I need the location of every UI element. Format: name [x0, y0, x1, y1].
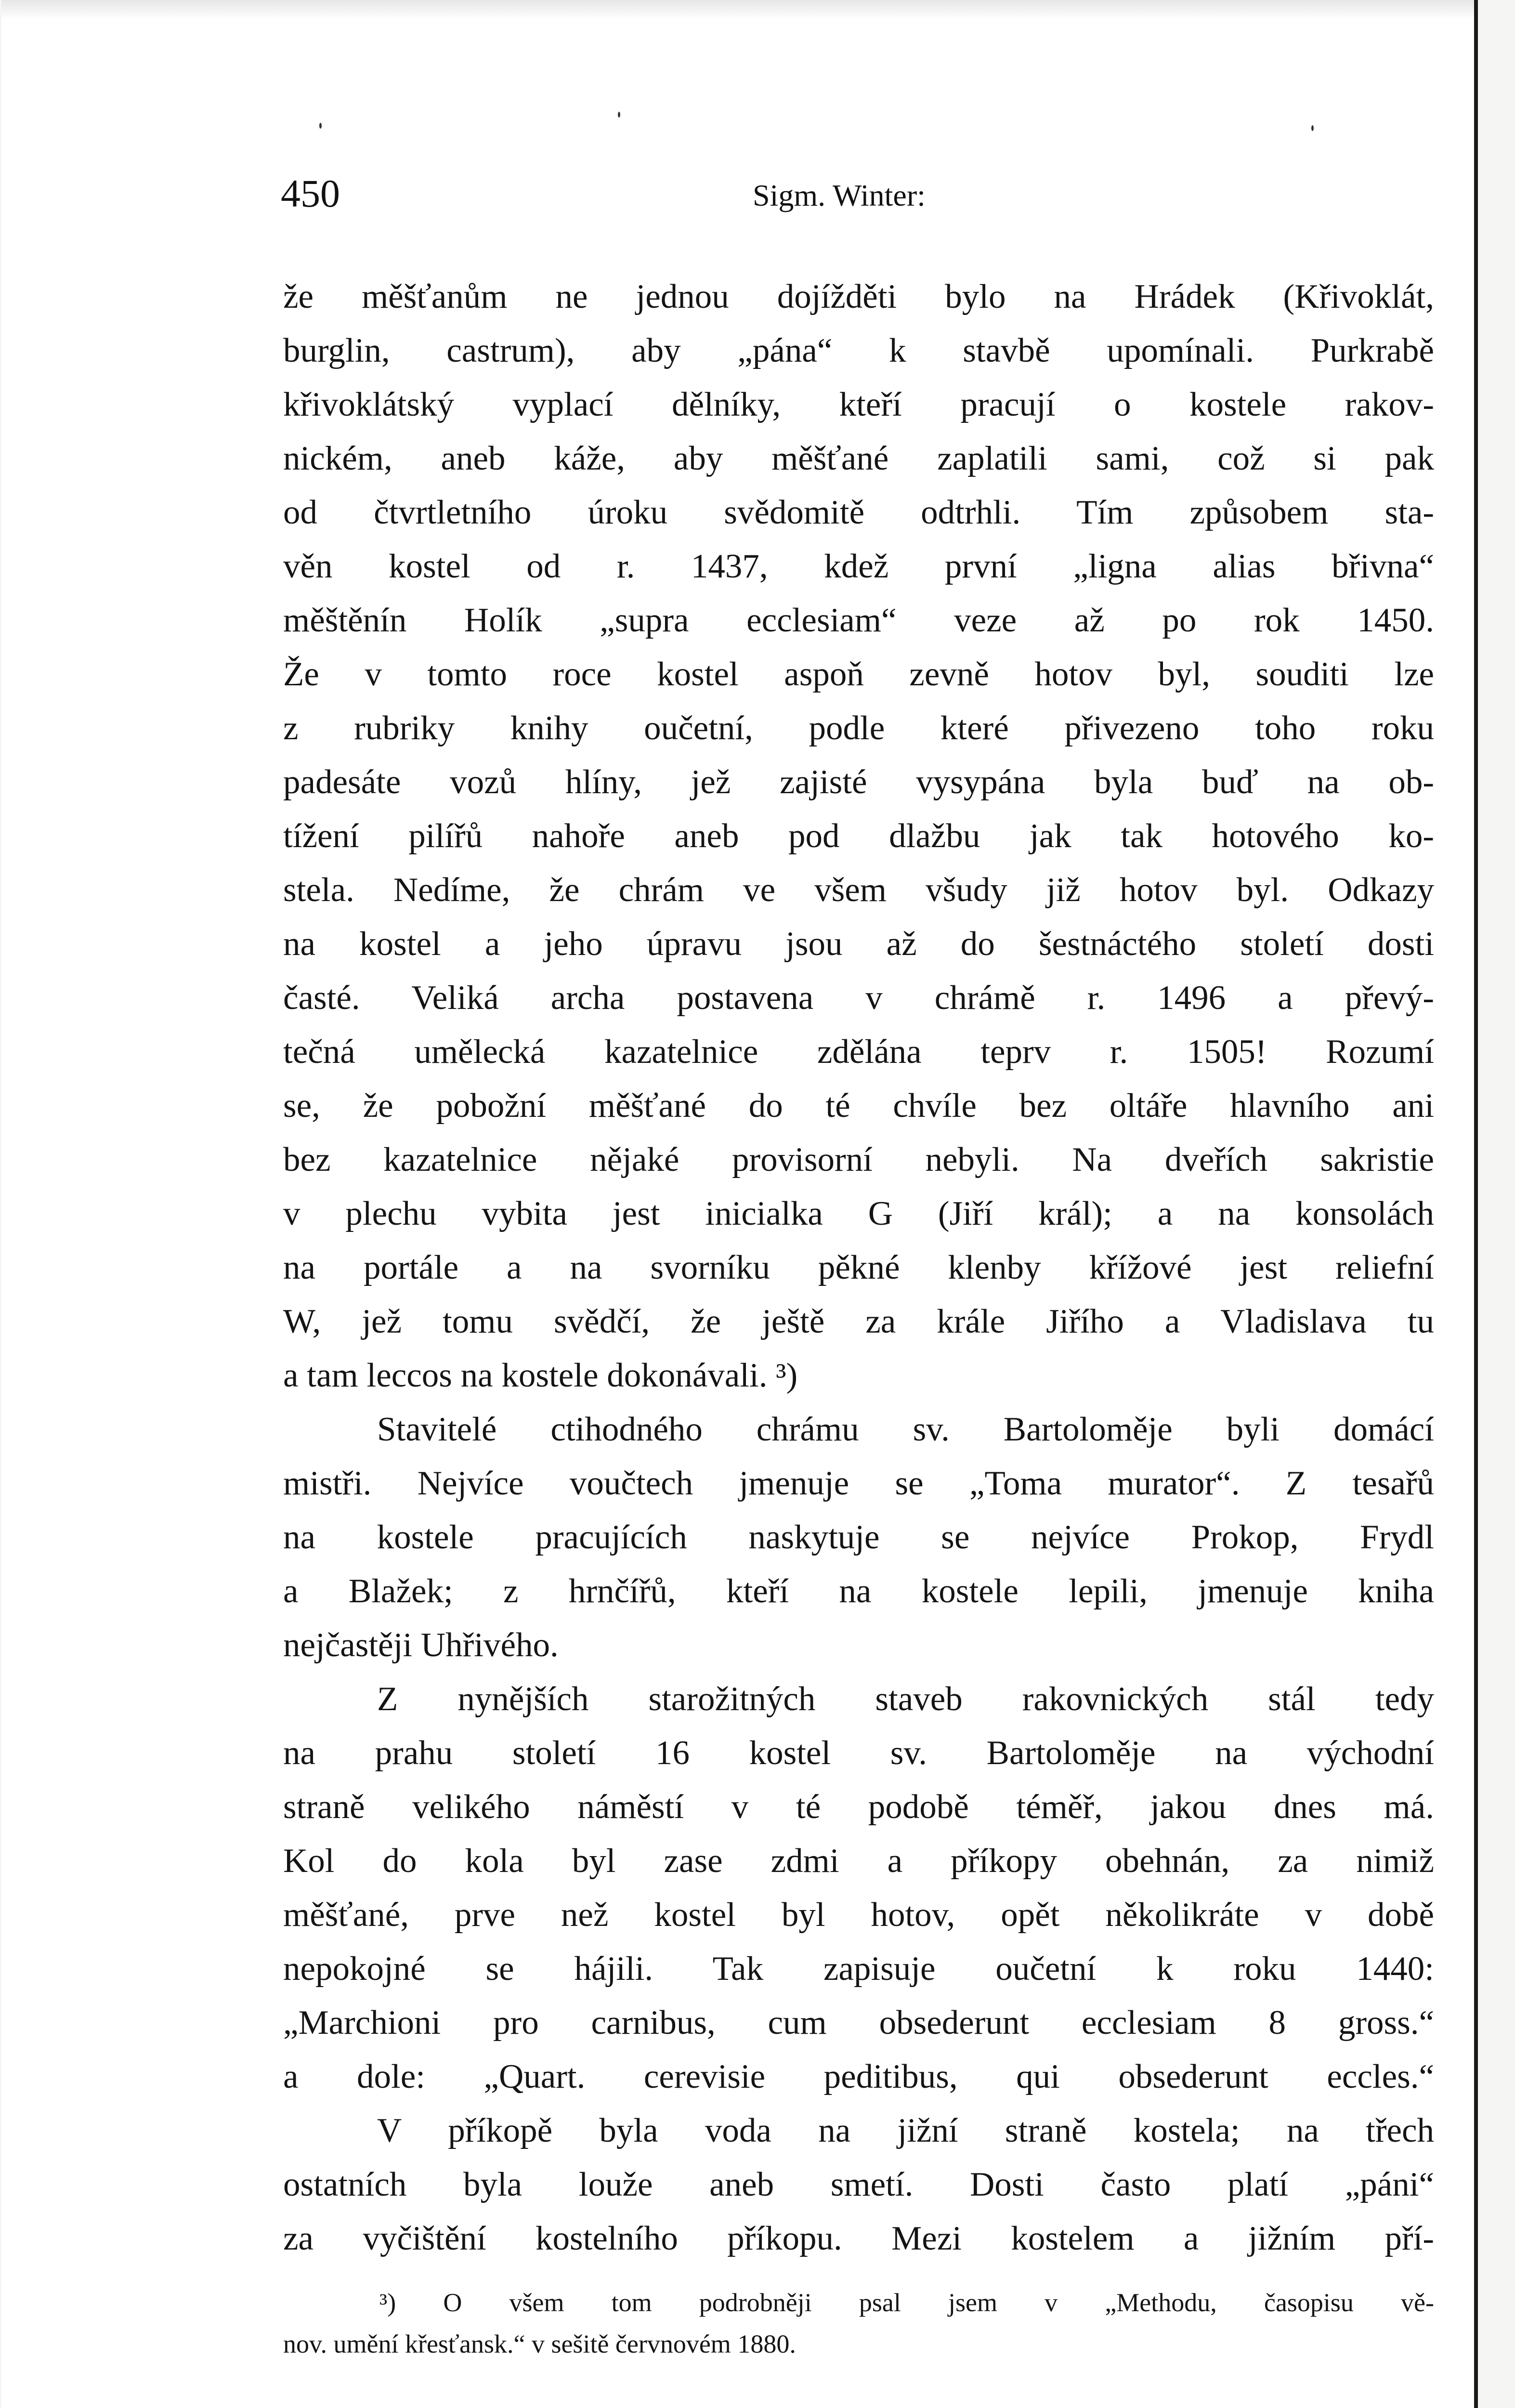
text-line: na portále a na svorníku pěkné klenby křížové jest reliefní — [283, 1249, 1434, 1286]
page-number: 450 — [281, 171, 340, 215]
scan-edge-shading — [1, 0, 1478, 19]
text-line: časté. Veliká archa postavena v chrámě r. 1496 a převý- — [283, 979, 1434, 1017]
paragraph-start-line: V příkopě byla voda na jižní straně kostela; na třech — [377, 2112, 1434, 2149]
text-line: z rubriky knihy oučetní, podle které přivezeno toho roku — [283, 709, 1434, 747]
text-line: ostatních byla louže aneb smetí. Dosti často platí „páni“ — [283, 2166, 1434, 2203]
text-line: se, že pobožní měšťané do té chvíle bez oltáře hlavního ani — [283, 1087, 1434, 1125]
text-line: a Blažek; z hrnčířů, kteří na kostele lepili, jmenuje kniha — [283, 1572, 1434, 1610]
page-header — [281, 171, 979, 219]
text-line: nepokojné se hájili. Tak zapisuje oučetní k roku 1440: — [283, 1950, 1434, 1988]
text-line: tečná umělecká kazatelnice zdělána teprv r. 1505! Rozumí — [283, 1033, 1434, 1071]
scan-speck — [319, 123, 322, 129]
book-page — [1, 0, 1478, 2408]
text-line: za vyčištění kostelního příkopu. Mezi kostelem a jižním pří- — [283, 2220, 1434, 2257]
text-line: měšťané, prve než kostel byl hotov, opět několikráte v době — [283, 1896, 1434, 1934]
body-text — [283, 270, 1434, 2265]
text-line: tížení pilířů nahoře aneb pod dlažbu jak tak hotového ko- — [283, 817, 1434, 855]
text-line: v plechu vybita jest inicialka G (Jiří král); a na konsolách — [283, 1195, 1434, 1232]
text-line: na prahu století 16 kostel sv. Bartoloměje na východní — [283, 1734, 1434, 1772]
footnote-line: ³) O všem tom podrobněji psal jsem v „Methodu, časopisu vě- — [379, 2288, 1434, 2317]
text-line: na kostel a jeho úpravu jsou až do šestnáctého století dosti — [283, 925, 1434, 963]
paragraph-start-line: Stavitelé ctihodného chrámu sv. Bartoloměje byli domácí — [377, 1411, 1434, 1448]
text-line: nejčastěji Uhřivého. — [283, 1626, 559, 1664]
text-line: straně velikého náměstí v té podobě téměř, jakou dnes má. — [283, 1788, 1434, 1826]
text-line: nickém, aneb káže, aby měšťané zaplatili sami, což si pak — [283, 440, 1434, 477]
text-line: W, jež tomu svědčí, že ještě za krále Jiřího a Vladislava tu — [283, 1303, 1434, 1340]
text-line: na kostele pracujících naskytuje se nejvíce Prokop, Frydl — [283, 1518, 1434, 1556]
text-line: věn kostel od r. 1437, kdež první „ligna alias břivna“ — [283, 548, 1434, 585]
text-line: padesáte vozů hlíny, jež zajisté vysypána byla buď na ob- — [283, 763, 1434, 801]
text-line: Že v tomto roce kostel aspoň zevně hotov byl, souditi lze — [283, 655, 1434, 693]
footnote — [283, 2282, 1434, 2365]
text-line: burglin, castrum), aby „pána“ k stavbě upomínali. Purkrabě — [283, 332, 1434, 369]
text-line: Kol do kola byl zase zdmi a příkopy obehnán, za nimiž — [283, 1842, 1434, 1880]
text-line: stela. Nedíme, že chrám ve všem všudy již hotov byl. Odkazy — [283, 871, 1434, 909]
text-line: „Marchioni pro carnibus, cum obsederunt ecclesiam 8 gross.“ — [283, 2004, 1434, 2042]
running-head: Sigm. Winter: — [753, 178, 926, 212]
scan-speck — [1311, 125, 1314, 131]
paragraph-start-line: Z nynějších starožitných staveb rakovnických stál tedy — [377, 1680, 1434, 1718]
text-line: že měšťanům ne jednou dojížděti bylo na Hrádek (Křivoklát, — [283, 278, 1434, 315]
text-line: a dole: „Quart. cerevisie peditibus, qui obsederunt eccles.“ — [283, 2058, 1434, 2095]
footnote-line: nov. umění křesťansk.“ v sešitě červnovém 1880. — [283, 2329, 796, 2358]
text-line: od čtvrtletního úroku svědomitě odtrhli. Tím způsobem sta- — [283, 494, 1434, 531]
text-line: a tam leccos na kostele dokonávali. ³) — [283, 1357, 798, 1394]
scan-speck — [618, 112, 620, 118]
text-line: bez kazatelnice nějaké provisorní nebyli. Na dveřích sakristie — [283, 1141, 1434, 1178]
text-line: křivoklátský vyplací dělníky, kteří pracují o kostele rakov- — [283, 386, 1434, 423]
text-line: měštěnín Holík „supra ecclesiam“ veze až po rok 1450. — [283, 602, 1434, 639]
text-line: mistři. Nejvíce voučtech jmenuje se „Toma murator“. Z tesařů — [283, 1465, 1434, 1502]
